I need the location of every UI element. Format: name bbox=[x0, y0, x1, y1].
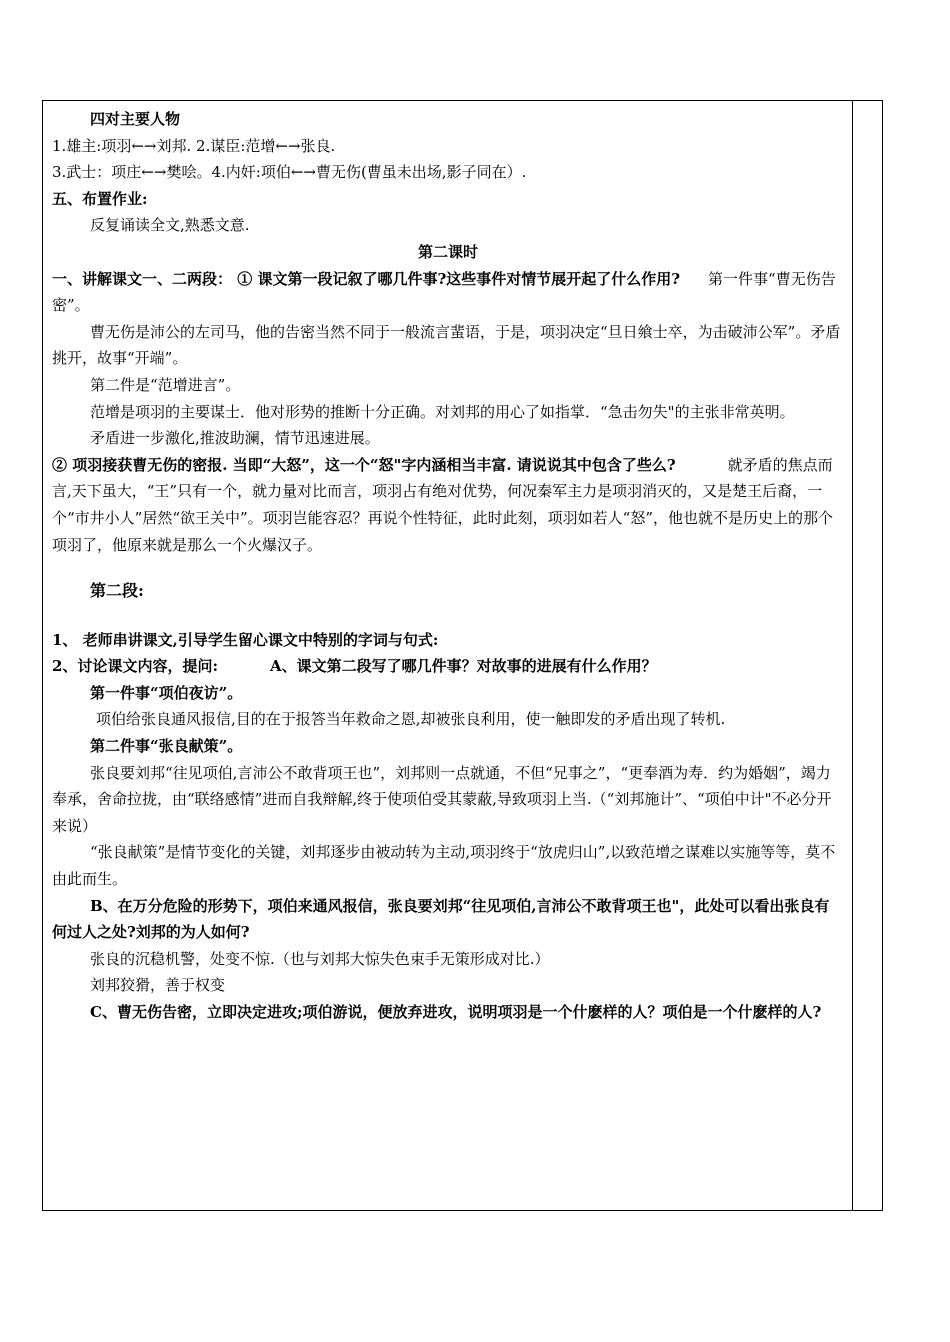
event-xiangbo-label: 第一件事“项伯夜访”。 bbox=[90, 683, 243, 702]
heading-second-lesson: 第二课时 bbox=[417, 242, 478, 261]
event-1-explain: 曹无伤是沛公的左司马，他的告密当然不同于一般流言蜚语，于是，项羽决定“旦日飨士卒，为击破沛公军”。矛盾挑开，故事“开端”。 bbox=[52, 322, 841, 368]
question-2-text: ② 项羽接获曹无伤的密报. 当即“大怒”，这一个“怒"字内涵相当丰富. 请说说其中包含了些么? bbox=[52, 455, 676, 474]
event-2-explain: 范增是项羽的主要谋士．他对形势的推断十分正确。对刘邦的用心了如指掌．“急击勿失"的主张非常英明。 bbox=[90, 402, 795, 421]
event-zhangliang-label: 第二件事“张良献策”。 bbox=[90, 737, 243, 756]
homework-text: 反复诵读全文,熟悉文意. bbox=[90, 216, 250, 235]
characters-line-1: 1.雄主:项羽←→刘邦. 2.谋臣:范增←→张良. bbox=[52, 136, 336, 155]
item-2-label: 2、讨论课文内容，提问: bbox=[52, 657, 218, 676]
event-zhangliang-explain: 张良要刘邦“往见项伯,言沛公不敢背项王也”，刘邦则一点就通，不但“兄事之”，“更奉酒为寿．约为婚姻”，竭力奉承，舍命拉拢，由“联络感情”进而自我辩解,终于使项伯受其蒙蔽,导致项羽上当.（“刘邦施计”、“项伯中计"不必分开来说） bbox=[52, 763, 832, 835]
question-2-paragraph bbox=[52, 452, 844, 558]
item-2-discuss bbox=[52, 653, 844, 680]
question-1-text: 一、讲解课文一、二两段： ① 课文第一段记叙了哪几件事?这些事件对情节展开起了什么作 bbox=[52, 269, 657, 288]
liubang-trait: 刘邦狡猾，善于权变 bbox=[90, 976, 226, 995]
question-c-text: C、曹无伤告密，立即决定进攻;项伯游说，便放弃进攻，说明项羽是一个什麽样的人？项伯是一个什麽样的人? bbox=[90, 1003, 822, 1021]
zhangliang-trait: 张良的沉稳机警，处变不惊.（也与刘邦大惊失色束手无策形成对比.） bbox=[90, 949, 550, 968]
heading-homework: 五、布置作业: bbox=[52, 189, 148, 208]
lesson-content bbox=[52, 106, 844, 1026]
event-xiangbo-explain: 项伯给张良通风报信,目的在于报答当年救命之恩,却被张良利用，使一触即发的矛盾出现了转机. bbox=[96, 710, 726, 729]
item-1-explain: 1、 老师串讲课文,引导学生留心课文中特别的字词与句式: bbox=[52, 630, 439, 649]
question-1-paragraph: 一、讲解课文一、二两段： ① 课文第一段记叙了哪几件事?这些事件对情节展开起了什么作用? 第一件事“曹无伤告密”。 bbox=[52, 269, 836, 315]
question-a-text: A、课文第二段写了哪几件事？对故事的进展有什么作用？ bbox=[269, 657, 657, 676]
zhangliang-key-point: “张良献策”是情节变化的关键，刘邦逐步由被动转为主动,项羽终于“放虎归山”,以致范增之谋难以实施等等，莫不由此而生。 bbox=[52, 843, 836, 889]
heading-second-section: 第二段: bbox=[90, 581, 144, 601]
table-column-divider bbox=[852, 100, 853, 1211]
heading-four-characters: 四对主要人物 bbox=[90, 110, 181, 128]
event-1-label: 第一件事“曹无伤告密”。 bbox=[52, 269, 836, 315]
event-2-label: 第二件是“范增进言”。 bbox=[90, 375, 241, 394]
conflict-escalates: 矛盾进一步激化,推波助澜，情节迅速进展。 bbox=[90, 429, 380, 448]
question-b-text: B、在万分危险的形势下，项伯来通风报信，张良要刘邦“往见项伯,言沛公不敢背项王也"，此处可以看出张良有何过人之处?刘邦的为人如何? bbox=[52, 896, 830, 942]
characters-line-2: 3.武士：项庄←→樊哙。4.内奸:项伯←→曹无伤(曹虽未出场,影子同在）. bbox=[52, 163, 527, 182]
question-2-answer: 就矛盾的焦点而言,天下虽大，“王”只有一个，就力量对比而言，项羽占有绝对优势，何况秦军主力是项羽消灭的，又是楚王后裔，一个“市井小人”居然“欲王关中”。项羽岂能容忍？再说个性特征，此时此刻，项羽如若人“怒”，他也就不是历史上的那个项羽了，他原来就是那么一个火爆汉子。 bbox=[52, 455, 834, 554]
